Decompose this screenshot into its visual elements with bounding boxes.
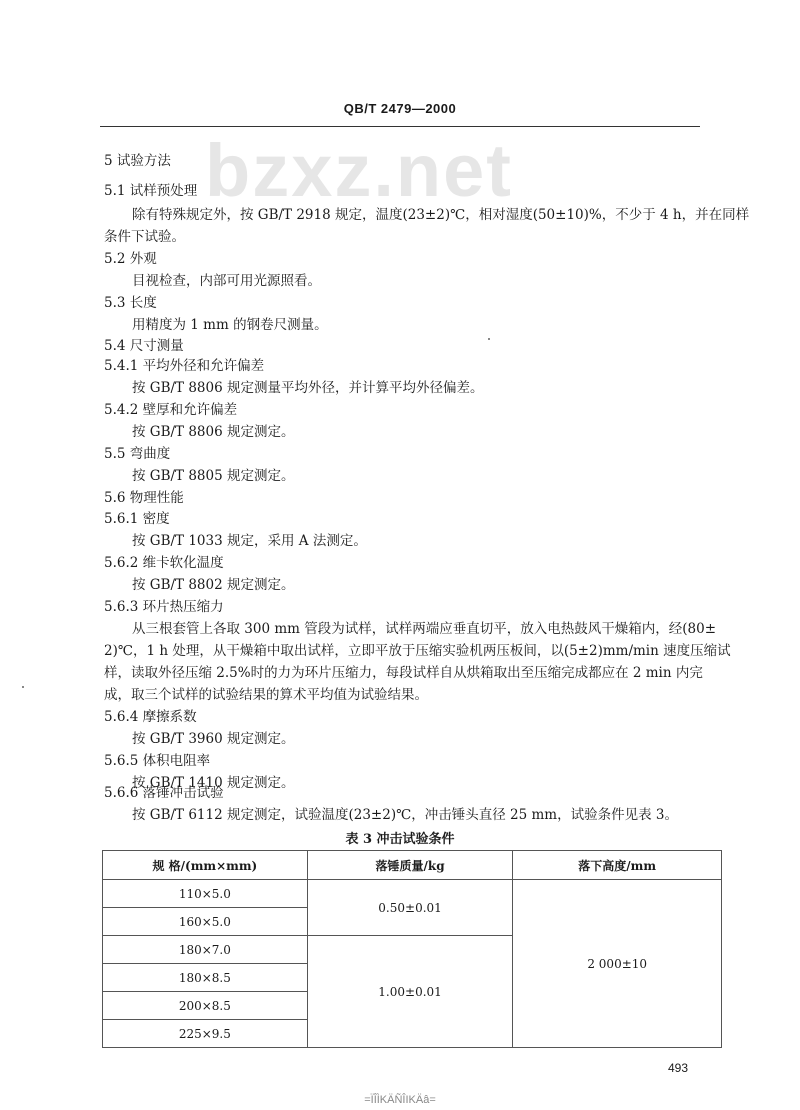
section-5-6-1-text: 按 GB/T 1033 规定，采用 A 法测定。 <box>132 533 367 549</box>
section-5-6-4-heading: 5.6.4 摩擦系数 <box>104 709 197 725</box>
scan-speck <box>22 686 24 688</box>
watermark-logo: bzxz.net <box>205 129 513 212</box>
section-5-6-3-text-1: 从三根套管上各取 300 mm 管段为试样，试样两端应垂直切平，放入电热鼓风干燥箱内，经(80± <box>132 621 716 637</box>
section-5-4-1-text: 按 GB/T 8806 规定测量平均外径，并计算平均外径偏差。 <box>132 380 484 396</box>
table-header-row <box>103 851 722 880</box>
spec-cell: 225×9.5 <box>103 1020 308 1048</box>
scan-speck <box>488 338 490 340</box>
table-row <box>103 880 722 908</box>
impact-test-table <box>102 850 722 1048</box>
header-height: 落下高度/mm <box>513 851 722 880</box>
section-5-2-heading: 5.2 外观 <box>104 251 157 267</box>
header-spec: 规 格/(mm×mm) <box>103 851 308 880</box>
page-number: 493 <box>667 1061 688 1075</box>
spec-cell: 180×8.5 <box>103 964 308 992</box>
section-5-6-heading: 5.6 物理性能 <box>104 490 184 506</box>
section-5-6-3-text-2: 2)℃，1 h 处理，从干燥箱中取出试样，立即平放于压缩实验机两压板间，以(5±2)mm/min 速度压缩试 <box>104 643 731 659</box>
standard-number: QB/T 2479—2000 <box>343 101 457 116</box>
section-5-heading: 5 试验方法 <box>104 153 171 169</box>
section-5-6-2-text: 按 GB/T 8802 规定测定。 <box>132 577 295 593</box>
section-5-3-heading: 5.3 长度 <box>104 295 157 311</box>
section-5-4-2-heading: 5.4.2 壁厚和允许偏差 <box>104 402 238 418</box>
spec-cell: 180×7.0 <box>103 936 308 964</box>
section-5-5-text: 按 GB/T 8805 规定测定。 <box>132 468 295 484</box>
section-5-6-2-heading: 5.6.2 维卡软化温度 <box>104 555 224 571</box>
section-5-3-text: 用精度为 1 mm 的钢卷尺测量。 <box>132 317 328 333</box>
section-5-4-1-heading: 5.4.1 平均外径和允许偏差 <box>104 358 265 374</box>
header-mass: 落锤质量/kg <box>307 851 513 880</box>
footer-watermark: =ÏÎÌKÄÑÎIKÄâ= <box>364 1094 436 1106</box>
section-5-4-heading: 5.4 尺寸测量 <box>104 338 184 354</box>
section-5-2-text: 目视检查，内部可用光源照看。 <box>132 273 321 289</box>
section-5-6-5-text: 按 GB/T 1410 规定测定。 <box>132 775 295 791</box>
mass-cell: 0.50±0.01 <box>307 880 513 936</box>
section-5-6-3-text-4: 成，取三个试样的试验结果的算术平均值为试验结果。 <box>104 687 428 703</box>
section-5-6-3-text-3: 样，读取外径压缩 2.5%时的力为环片压缩力，每段试样自从烘箱取出至压缩完成都应在 2 min 内完 <box>104 665 703 681</box>
mass-cell: 1.00±0.01 <box>307 936 513 1048</box>
height-cell: 2 000±10 <box>513 880 722 1048</box>
section-5-1-text: 除有特殊规定外，按 GB/T 2918 规定，温度(23±2)℃，相对湿度(50±10)%，不少于 4 h，并在同样 <box>132 207 750 223</box>
section-5-6-1-heading: 5.6.1 密度 <box>104 511 170 527</box>
table-caption: 表 3 冲击试验条件 <box>345 832 455 847</box>
spec-cell: 160×5.0 <box>103 908 308 936</box>
section-5-6-6-text: 按 GB/T 6112 规定测定，试验温度(23±2)℃，冲击锤头直径 25 mm，试验条件见表 3。 <box>132 807 678 823</box>
page-header <box>0 101 800 117</box>
section-5-6-3-heading: 5.6.3 环片热压缩力 <box>104 599 224 615</box>
section-5-1-heading: 5.1 试样预处理 <box>104 183 198 199</box>
spec-cell: 110×5.0 <box>103 880 308 908</box>
section-5-1-text-cont: 条件下试验。 <box>104 229 185 245</box>
header-rule <box>100 126 700 127</box>
section-5-6-4-text: 按 GB/T 3960 规定测定。 <box>132 731 295 747</box>
section-5-6-6-heading: 5.6.6 落锤冲击试验 <box>104 785 224 801</box>
spec-cell: 200×8.5 <box>103 992 308 1020</box>
section-5-5-heading: 5.5 弯曲度 <box>104 446 171 462</box>
section-5-4-2-text: 按 GB/T 8806 规定测定。 <box>132 424 295 440</box>
section-5-6-5-heading: 5.6.5 体积电阻率 <box>104 753 211 769</box>
